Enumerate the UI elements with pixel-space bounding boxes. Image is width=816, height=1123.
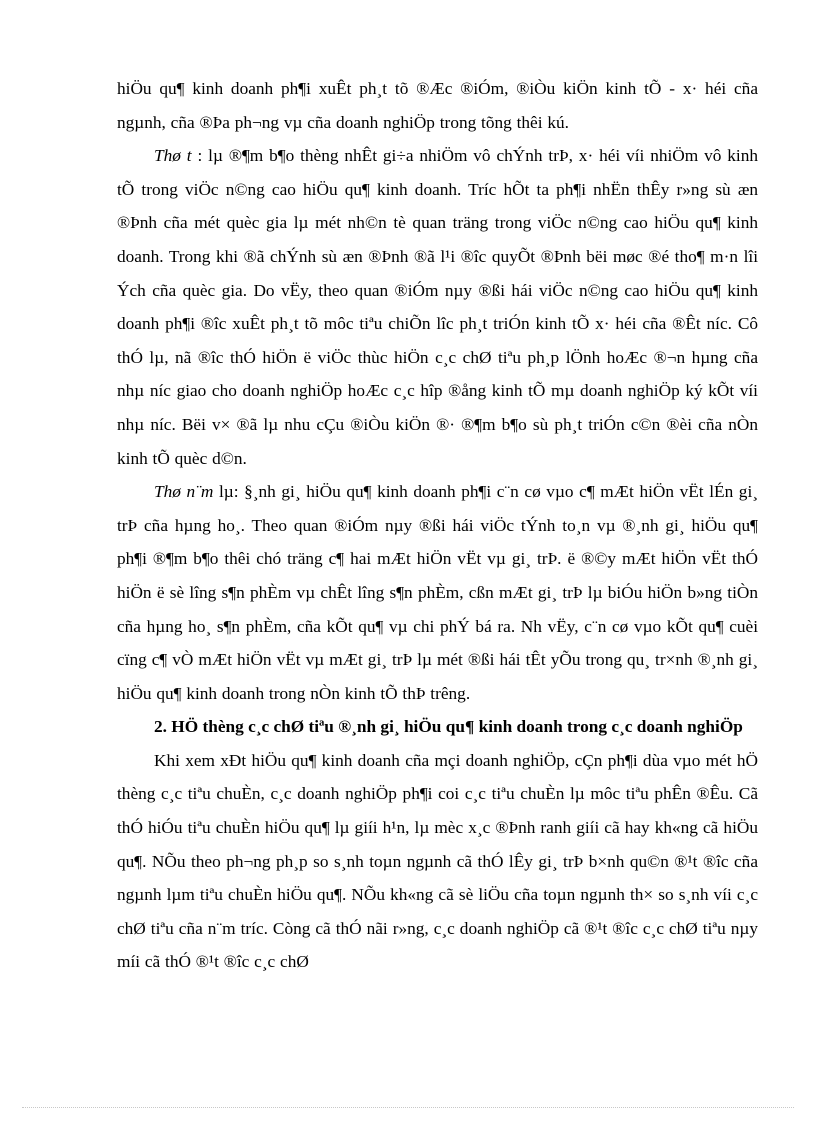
paragraph-3-lead: Thø n¨m	[154, 482, 214, 502]
paragraph-2	[117, 139, 758, 475]
section-heading	[117, 710, 758, 744]
paragraph-2-lead: Thø t	[154, 146, 192, 166]
paragraph-4-text: Khi xem xÐt hiÖu qu¶ kinh doanh cña mçi doanh nghiÖp, cÇn ph¶i dùa vµo mét hÖ thèng c¸c tiªu chuÈn, c¸c doanh nghiÖp ph¶i coi c¸c tiªu chuÈn lµ môc tiªu phÊn ®Êu. Cã thÓ hiÓu tiªu chuÈn hiÖu qu¶ lµ giíi h¹n, lµ mèc x¸c ®Þnh ranh giíi cã hay kh«ng cã hiÖu qu¶. NÕu theo ph¬ng ph¸p so s¸nh toµn ngµnh cã thÓ lÊy gi¸ trÞ b×nh qu©n ®¹t ®îc cña ngµnh lµm tiªu chuÈn hiÖu qu¶. NÕu kh«ng cã sè liÖu cña toµn ngµnh th× so s¸nh víi c¸c chØ tiªu cña n¨m tríc. Còng cã thÓ nãi r»ng, c¸c doanh nghiÖp cã ®¹t ®îc c¸c chØ tiªu nµy míi cã thÓ ®¹t ®îc c¸c chØ	[117, 750, 758, 972]
paragraph-2-text: : lµ ®¶m b¶o thèng nhÊt gi÷a nhiÖm vô chÝnh trÞ, x· héi víi nhiÖm vô kinh tÕ trong viÖc n©ng cao hiÖu qu¶ kinh doanh. Tríc hÕt ta ph¶i nhËn thÊy r»ng sù æn ®Þnh cña mét quèc gia lµ mét nh©n tè quan träng trong viÖc n©ng cao hiÖu qu¶ kinh doanh. Trong khi ®ã chÝnh sù æn ®Þnh ®ã l¹i ®îc quyÕt ®Þnh bëi møc ®é tho¶ m·n lîi Ých cña quèc gia. Do vËy, theo quan ®iÓm nµy ®ßi hái viÖc n©ng cao hiÖu qu¶ kinh doanh ph¶i ®îc xuÊt ph¸t tõ môc tiªu chiÕn lîc ph¸t triÓn kinh tÕ x· héi cña ®Êt níc. Cô thÓ lµ, nã ®îc thÓ hiÖn ë viÖc thùc hiÖn c¸c chØ tiªu ph¸p lÖnh hoÆc ®¬n hµng cña nhµ níc giao cho doanh nghiÖp hoÆc c¸c hîp ®ång kinh tÕ mµ doanh nghiÖp ký kÕt víi nhµ níc. Bëi v× ®ã lµ nhu cÇu ®iÒu kiÖn ®· ®¶m b¶o sù ph¸t triÓn c©n ®èi cña nÒn kinh tÕ quèc d©n.	[117, 146, 758, 468]
page-bottom-divider	[22, 1107, 794, 1108]
paragraph-1	[117, 72, 758, 139]
paragraph-3	[117, 475, 758, 710]
paragraph-3-text: lµ: §¸nh gi¸ hiÖu qu¶ kinh doanh ph¶i c¨n cø vµo c¶ mÆt hiÖn vËt lÉn gi¸ trÞ cña hµng ho¸. Theo quan ®iÓm nµy ®ßi hái viÖc tÝnh to¸n vµ ®¸nh gi¸ hiÖu qu¶ ph¶i ®¶m b¶o thêi chó träng c¶ hai mÆt hiÖn vËt vµ gi¸ trÞ. ë ®©y mÆt hiÖn vËt thÓ hiÖn ë sè lîng s¶n phÈm vµ chÊt lîng s¶n phÈm, cßn mÆt gi¸ trÞ lµ biÓu hiÖn b»ng tiÒn cña hµng ho¸ s¶n phÈm, cña kÕt qu¶ vµ chi phÝ bá ra. Nh vËy, c¨n cø vµo kÕt qu¶ cuèi cïng c¶ vÒ mÆt hiÖn vËt vµ mÆt gi¸ trÞ lµ mét ®ßi hái tÊt yÕu trong qu¸ tr×nh ®¸nh gi¸ hiÖu qu¶ kinh doanh trong nÒn kinh tÕ thÞ trêng.	[117, 482, 758, 703]
section-heading-text: 2. HÖ thèng c¸c chØ tiªu ®¸nh gi¸ hiÖu qu¶ kinh doanh trong c¸c doanh nghiÖp	[154, 717, 743, 737]
paragraph-1-text: hiÖu qu¶ kinh doanh ph¶i xuÊt ph¸t tõ ®Æc ®iÓm, ®iÒu kiÖn kinh tÕ - x· héi cña ngµnh, cña ®Þa ph¬ng vµ cña doanh nghiÖp trong tõng thêi kú.	[117, 79, 758, 132]
document-page	[117, 72, 758, 979]
paragraph-4	[117, 744, 758, 979]
